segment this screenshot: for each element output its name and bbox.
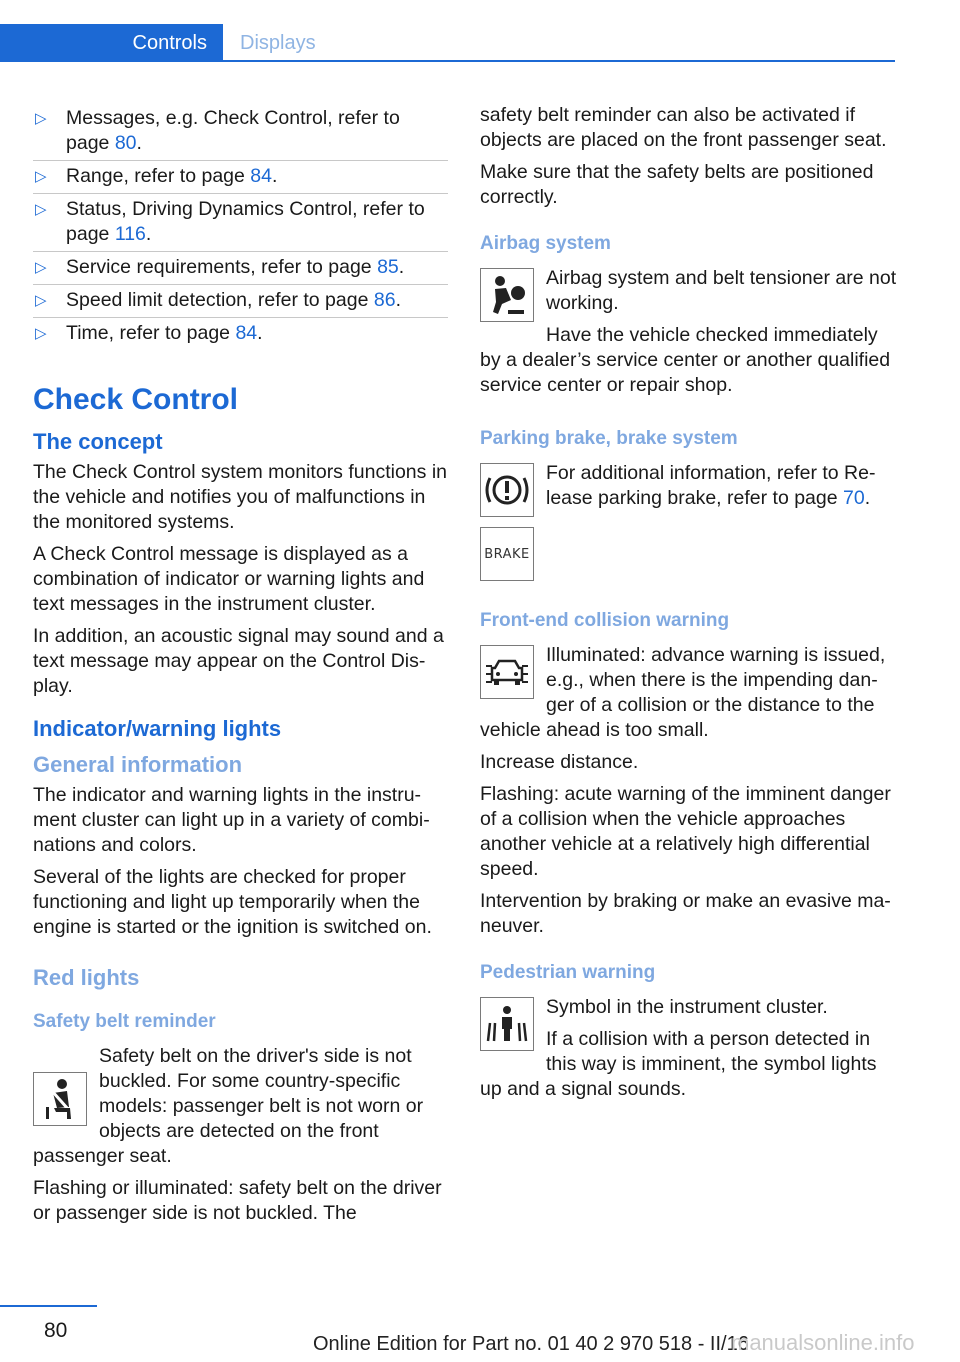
list-item: ▷ Speed limit detection, refer to page 86. — [33, 285, 448, 318]
collision-paragraph-2: Increase distance. — [480, 751, 639, 773]
collision-paragraph-1: Illuminated: advance warning is issued, e.g., when there is the impending danger of a collision or the distance to the vehicle ahead is too small. — [480, 644, 886, 741]
parking-brake-block — [480, 461, 898, 562]
list-item: ▷ Messages, e.g. Check Control, refer to page 80. — [33, 103, 448, 161]
pedestrian-paragraph-2: If a collision with a person detected in this way is imminent, the symbol lights up and a signal sounds. — [480, 1028, 877, 1100]
triangle-bullet-icon: ▷ — [35, 292, 47, 309]
triangle-bullet-icon: ▷ — [35, 110, 47, 127]
heading-airbag-system: Airbag system — [480, 233, 611, 254]
car-collision-icon — [480, 645, 534, 699]
page-link[interactable]: 85 — [377, 256, 399, 278]
general-paragraph-2: Several of the lights are checked for proper functioning and light up temporarily when the engine is started or the ignition is switched on. — [33, 866, 432, 938]
concept-paragraph-2: A Check Control message is displayed as a combination of indicator or warning lights and text messages in the instrument cluster. — [33, 543, 425, 615]
edition-note: Online Edition for Part no. 01 40 2 970 518 - II/16 — [313, 1333, 749, 1355]
heading-check-control: Check Control — [33, 383, 239, 416]
pedestrian-block — [480, 995, 898, 1102]
tab-displays[interactable] — [240, 24, 316, 62]
page-link[interactable]: 116 — [114, 223, 146, 245]
collision-block — [480, 643, 898, 743]
brake-icon-label: BRAKE — [484, 546, 530, 562]
tab-controls[interactable] — [0, 24, 223, 62]
brake-paragraph-1: For additional information, refer to Release parking brake, refer to page 70. — [546, 462, 876, 509]
left-column — [33, 103, 448, 1233]
page-link[interactable]: 80 — [114, 132, 137, 154]
tab-displays-label: Displays — [240, 31, 316, 54]
triangle-bullet-icon: ▷ — [35, 325, 47, 342]
brake-text-icon — [480, 527, 534, 581]
belt-paragraph-2: Flashing or illuminated: safety belt on the driver or passenger side is not buckled. The — [33, 1177, 442, 1224]
list-item: ▷ Service requirements, refer to page 85. — [33, 252, 448, 285]
display-items-list — [33, 103, 448, 350]
general-paragraph-1: The indicator and warning lights in the instrument cluster can light up in a variety of combinations and colors. — [33, 784, 430, 856]
collision-paragraph-4: Intervention by braking or make an evasive maneuver. — [480, 890, 891, 937]
footer-rule — [0, 1305, 97, 1307]
concept-paragraph-1: The Check Control system monitors functions in the vehicle and notifies you of malfunctions in the monitored systems. — [33, 461, 447, 533]
belt-paragraph-1: Safety belt on the driver's side is not buckled. For some country-specific models: passenger belt is not worn or objects are detected on the front passenger seat. — [33, 1045, 424, 1167]
airbag-paragraph-1: Airbag system and belt tensioner are not working. — [546, 267, 897, 314]
heading-the-concept: The concept — [33, 429, 163, 454]
heading-parking-brake: Parking brake, brake system — [480, 428, 738, 449]
list-item: ▷ Status, Driving Dynamics Control, refer to page 116. — [33, 194, 448, 252]
brake-warning-icon — [480, 463, 534, 517]
right-column — [480, 103, 898, 1109]
airbag-block — [480, 266, 898, 398]
pedestrian-warning-icon — [480, 997, 534, 1051]
heading-general-information: General information — [33, 752, 243, 777]
tab-underline — [0, 60, 895, 62]
continued-paragraph-1: safety belt reminder can also be activated if objects are placed on the front passenger seat. — [480, 104, 887, 151]
heading-pedestrian-warning: Pedestrian warning — [480, 962, 656, 983]
airbag-paragraph-2: Have the vehicle checked immediately by a dealer’s service center or another qualified service center or repair shop. — [480, 324, 891, 396]
heading-front-end-collision: Front-end collision warning — [480, 610, 730, 631]
continued-paragraph-2: Make sure that the safety belts are positioned correctly. — [480, 161, 874, 208]
page-link[interactable]: 70 — [843, 487, 865, 509]
watermark-text: manualsonline.info — [731, 1330, 915, 1355]
collision-paragraph-3: Flashing: acute warning of the imminent danger of a collision when the vehicle approaches another vehicle at a relatively high differential speed. — [480, 783, 891, 880]
section-tabs — [0, 24, 895, 62]
triangle-bullet-icon: ▷ — [35, 201, 47, 218]
page-link[interactable]: 86 — [373, 289, 396, 311]
page-number: 80 — [44, 1319, 68, 1342]
concept-paragraph-3: In addition, an acoustic signal may sound and a text message may appear on the Control Display. — [33, 625, 444, 697]
airbag-warning-icon — [480, 268, 534, 322]
safety-belt-block — [33, 1044, 448, 1169]
heading-indicator-lights: Indicator/warning lights — [33, 716, 282, 741]
pedestrian-paragraph-1: Symbol in the instrument cluster. — [546, 996, 828, 1018]
triangle-bullet-icon: ▷ — [35, 168, 47, 185]
seatbelt-warning-icon — [33, 1072, 87, 1126]
triangle-bullet-icon: ▷ — [35, 259, 47, 276]
page-link[interactable]: 84 — [250, 165, 272, 187]
list-item: ▷ Range, refer to page 84. — [33, 161, 448, 194]
tab-controls-label: Controls — [132, 31, 207, 54]
heading-safety-belt-reminder: Safety belt reminder — [33, 1011, 216, 1032]
page-link[interactable]: 84 — [235, 322, 258, 344]
list-item: ▷ Time, refer to page 84. — [35, 322, 263, 344]
heading-red-lights: Red lights — [33, 965, 140, 990]
